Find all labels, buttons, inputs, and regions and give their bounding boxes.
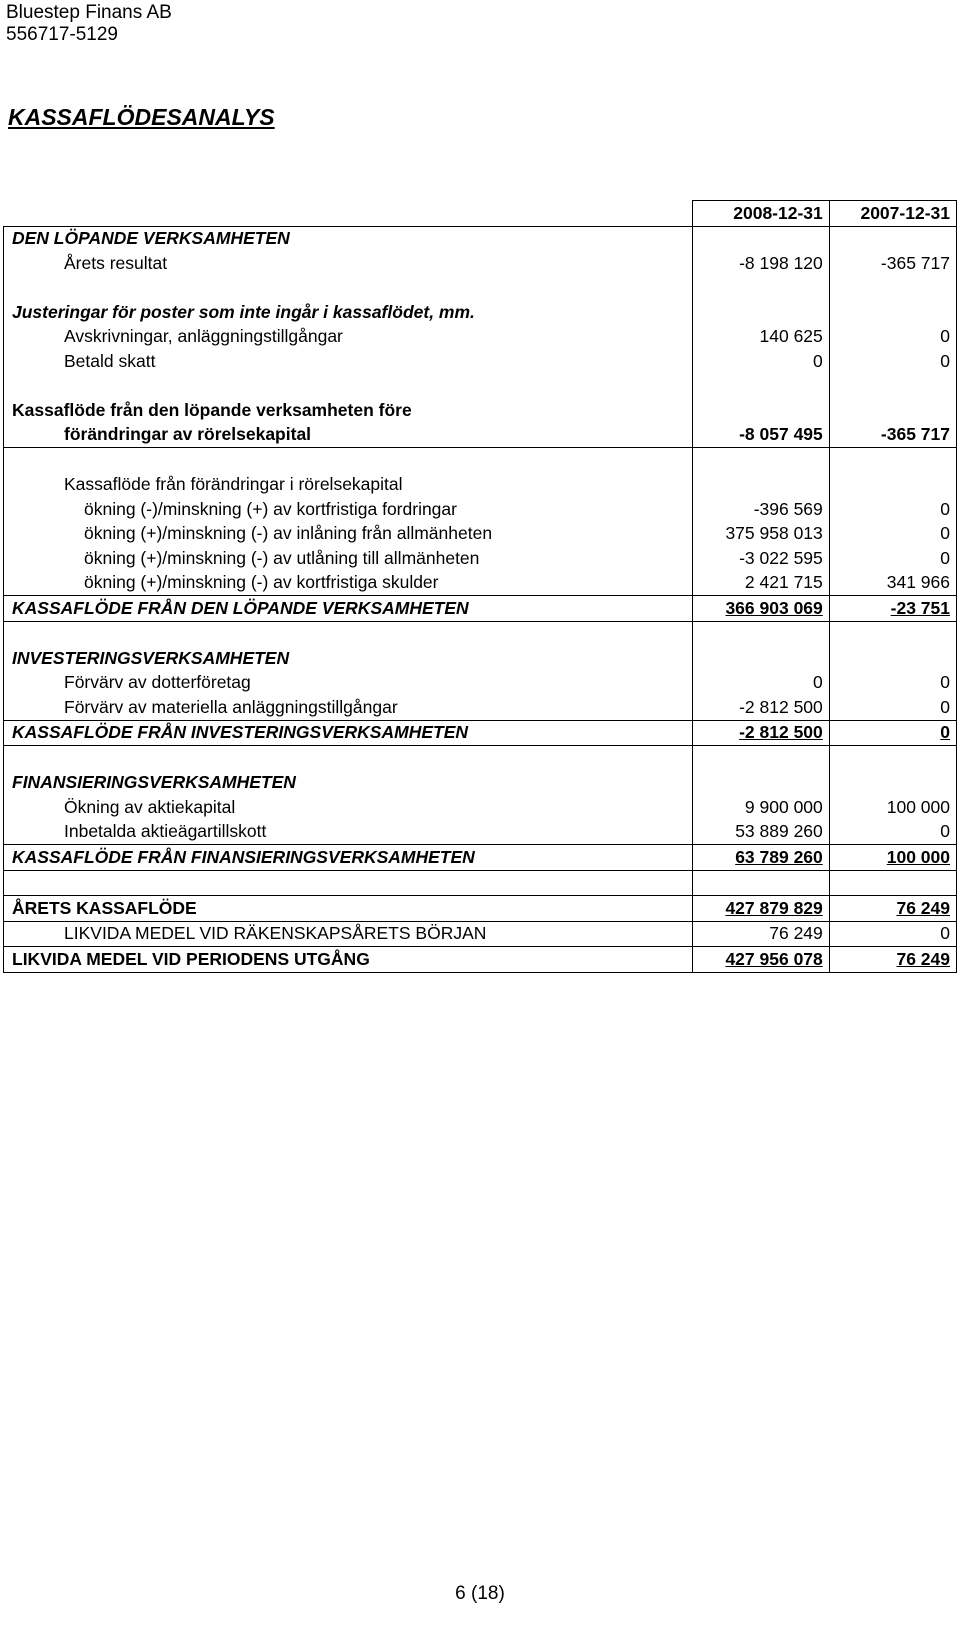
value-2007: 76 249 xyxy=(829,947,956,973)
value-2007: 0 xyxy=(829,497,956,522)
row-label: ökning (+)/minskning (-) av kortfristiga skulder xyxy=(4,571,693,596)
org-number: 556717-5129 xyxy=(6,24,118,45)
value-2008: 0 xyxy=(693,671,830,696)
value-2007: -365 717 xyxy=(829,423,956,448)
table-row xyxy=(4,646,957,671)
table-row xyxy=(4,621,957,646)
table-row xyxy=(4,596,957,622)
value-2008: -8 057 495 xyxy=(693,423,830,448)
table-row xyxy=(4,571,957,596)
total-label: ÅRETS KASSAFLÖDE xyxy=(4,896,693,922)
value-2008: 9 900 000 xyxy=(693,795,830,820)
value-2008: 366 903 069 xyxy=(693,596,830,622)
subtotal-label: KASSAFLÖDE FRÅN INVESTERINGSVERKSAMHETEN xyxy=(4,720,693,746)
section-heading: FINANSIERINGSVERKSAMHETEN xyxy=(4,771,693,796)
value-2008: -396 569 xyxy=(693,497,830,522)
table-row xyxy=(4,448,957,473)
cash-flow-table xyxy=(3,200,957,973)
column-header-2008: 2008-12-31 xyxy=(693,201,830,227)
table-row xyxy=(4,251,957,276)
table-row xyxy=(4,947,957,973)
table-row xyxy=(4,771,957,796)
value-2008: 140 625 xyxy=(693,325,830,350)
value-2008: -3 022 595 xyxy=(693,546,830,571)
value-2007: 0 xyxy=(829,671,956,696)
row-label: Årets resultat xyxy=(4,251,693,276)
table-row xyxy=(4,896,957,922)
value-2007: 76 249 xyxy=(829,896,956,922)
table-row xyxy=(4,746,957,771)
table-row xyxy=(4,300,957,325)
table-row xyxy=(4,546,957,571)
value-2007: 0 xyxy=(829,820,956,845)
value-2007: 0 xyxy=(829,720,956,746)
table-row xyxy=(4,497,957,522)
value-2007: 0 xyxy=(829,921,956,947)
table-row xyxy=(4,720,957,746)
value-2008: 427 879 829 xyxy=(693,896,830,922)
value-2008: -2 812 500 xyxy=(693,720,830,746)
value-2008: 63 789 260 xyxy=(693,845,830,871)
table-row xyxy=(4,820,957,845)
value-2007: 100 000 xyxy=(829,845,956,871)
column-header-row xyxy=(4,201,957,227)
table-row xyxy=(4,695,957,720)
table-row xyxy=(4,349,957,374)
subtotal-label: KASSAFLÖDE FRÅN DEN LÖPANDE VERKSAMHETEN xyxy=(4,596,693,622)
value-2008: 53 889 260 xyxy=(693,820,830,845)
value-2008: -8 198 120 xyxy=(693,251,830,276)
value-2007: 0 xyxy=(829,695,956,720)
table-row xyxy=(4,795,957,820)
table-row xyxy=(4,226,957,251)
row-label: Förvärv av dotterföretag xyxy=(4,671,693,696)
row-label: Kassaflöde från förändringar i rörelsekapital xyxy=(4,473,693,498)
total-label: LIKVIDA MEDEL VID PERIODENS UTGÅNG xyxy=(4,947,693,973)
row-label: Avskrivningar, anläggningstillgångar xyxy=(4,325,693,350)
row-label: Justeringar för poster som inte ingår i kassaflödet, mm. xyxy=(4,300,693,325)
value-2007: 0 xyxy=(829,349,956,374)
row-label: Betald skatt xyxy=(4,349,693,374)
table-row xyxy=(4,374,957,399)
value-2007: 0 xyxy=(829,522,956,547)
value-2007: 0 xyxy=(829,546,956,571)
row-label: Inbetalda aktieägartillskott xyxy=(4,820,693,845)
document-title: KASSAFLÖDESANALYS xyxy=(8,104,275,130)
value-2008: 76 249 xyxy=(693,921,830,947)
section-heading: INVESTERINGSVERKSAMHETEN xyxy=(4,646,693,671)
value-2008: -2 812 500 xyxy=(693,695,830,720)
row-label: ökning (+)/minskning (-) av inlåning från allmänheten xyxy=(4,522,693,547)
subtotal-label: KASSAFLÖDE FRÅN FINANSIERINGSVERKSAMHETEN xyxy=(4,845,693,871)
table-row xyxy=(4,522,957,547)
table-row xyxy=(4,921,957,947)
row-label: förändringar av rörelsekapital xyxy=(4,423,693,448)
value-2008: 375 958 013 xyxy=(693,522,830,547)
table-row xyxy=(4,276,957,301)
column-header-2007: 2007-12-31 xyxy=(829,201,956,227)
table-row xyxy=(4,870,957,896)
value-2007: -365 717 xyxy=(829,251,956,276)
page-number: 6 (18) xyxy=(455,1583,505,1604)
row-label: ökning (+)/minskning (-) av utlåning till allmänheten xyxy=(4,546,693,571)
table-row xyxy=(4,325,957,350)
value-2007: -23 751 xyxy=(829,596,956,622)
row-label: Ökning av aktiekapital xyxy=(4,795,693,820)
section-heading: DEN LÖPANDE VERKSAMHETEN xyxy=(4,226,693,251)
table-row xyxy=(4,398,957,423)
company-name: Bluestep Finans AB xyxy=(6,2,172,23)
value-2007: 100 000 xyxy=(829,795,956,820)
table-row xyxy=(4,845,957,871)
value-2007: 341 966 xyxy=(829,571,956,596)
row-label: Kassaflöde från den löpande verksamheten före xyxy=(4,398,693,423)
value-2008: 427 956 078 xyxy=(693,947,830,973)
row-label: LIKVIDA MEDEL VID RÄKENSKAPSÅRETS BÖRJAN xyxy=(4,921,693,947)
value-2008: 0 xyxy=(693,349,830,374)
table-row xyxy=(4,423,957,448)
table-row xyxy=(4,671,957,696)
table-row xyxy=(4,473,957,498)
row-label: Förvärv av materiella anläggningstillgångar xyxy=(4,695,693,720)
value-2008: 2 421 715 xyxy=(693,571,830,596)
value-2007: 0 xyxy=(829,325,956,350)
row-label: ökning (-)/minskning (+) av kortfristiga fordringar xyxy=(4,497,693,522)
